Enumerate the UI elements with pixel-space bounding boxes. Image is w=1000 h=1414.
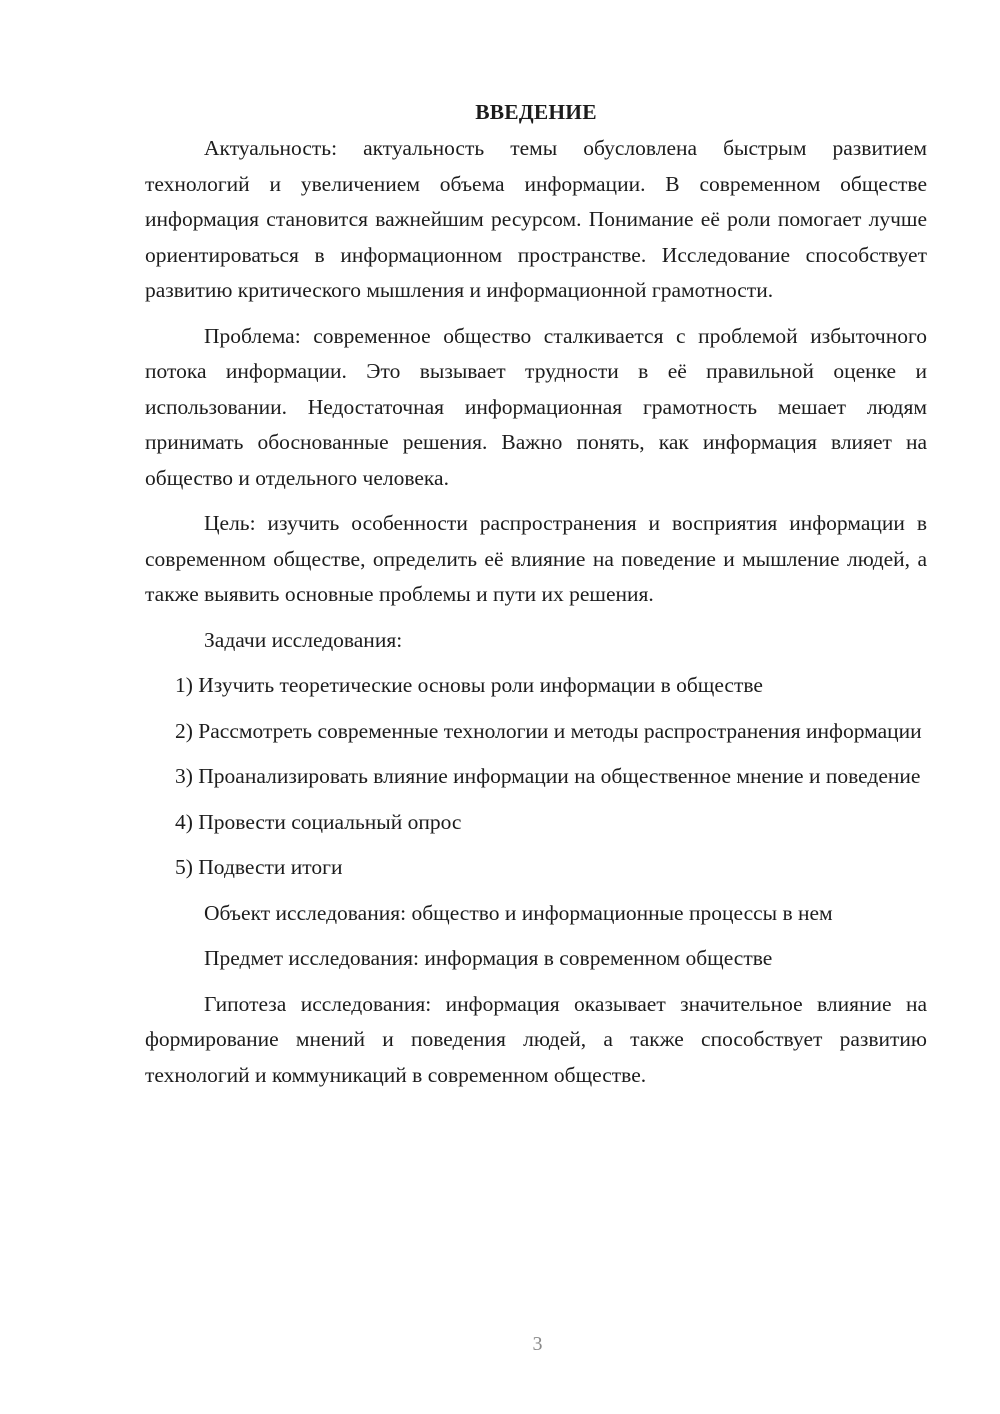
paragraph-subject: Предмет исследования: информация в современном обществе xyxy=(204,946,773,970)
task-item-4: 4) Провести социальный опрос xyxy=(175,809,462,834)
task-item-5: 5) Подвести итоги xyxy=(175,855,343,879)
paragraph-problem: Проблема: современное общество сталкивается с проблемой избыточного потока информации. Это вызывает трудности в её правильной оценке и использовании. Недостаточная информационная грамотность мешает людям принимать обоснованные решения. Важно понять, как информация влияет на общество и отдельного человека. xyxy=(145,323,927,490)
tasks-heading: Задачи исследования: xyxy=(204,627,403,652)
paragraph-object: Объект исследования: общество и информационные процессы в нем xyxy=(204,900,833,925)
section-title: ВВЕДЕНИЕ xyxy=(475,100,597,124)
page-number: 3 xyxy=(532,1333,543,1355)
task-item-3: 3) Проанализировать влияние информации на общественное мнение и поведение xyxy=(175,764,921,788)
paragraph-hypothesis: Гипотеза исследования: информация оказывает значительное влияние на формирование мнений и поведения людей, а также способствует развитию технологий и коммуникаций в современном обществе. xyxy=(145,991,927,1087)
document-body xyxy=(145,95,927,1093)
task-item-1: 1) Изучить теоретические основы роли информации в обществе xyxy=(175,673,763,697)
task-item-2: 2) Рассмотреть современные технологии и методы распространения информации xyxy=(175,718,922,743)
paragraph-relevance: Актуальность: актуальность темы обусловлена быстрым развитием технологий и увеличением объема информации. В современном обществе информация становится важнейшим ресурсом. Понимание её роли помогает лучше ориентироваться в информационном пространстве. Исследование способствует развитию критического мышления и информационной грамотности. xyxy=(145,136,927,302)
paragraph-goal: Цель: изучить особенности распространения и восприятия информации в современном обществе, определить её влияние на поведение и мышление людей, а также выявить основные проблемы и пути их решения. xyxy=(145,511,927,606)
